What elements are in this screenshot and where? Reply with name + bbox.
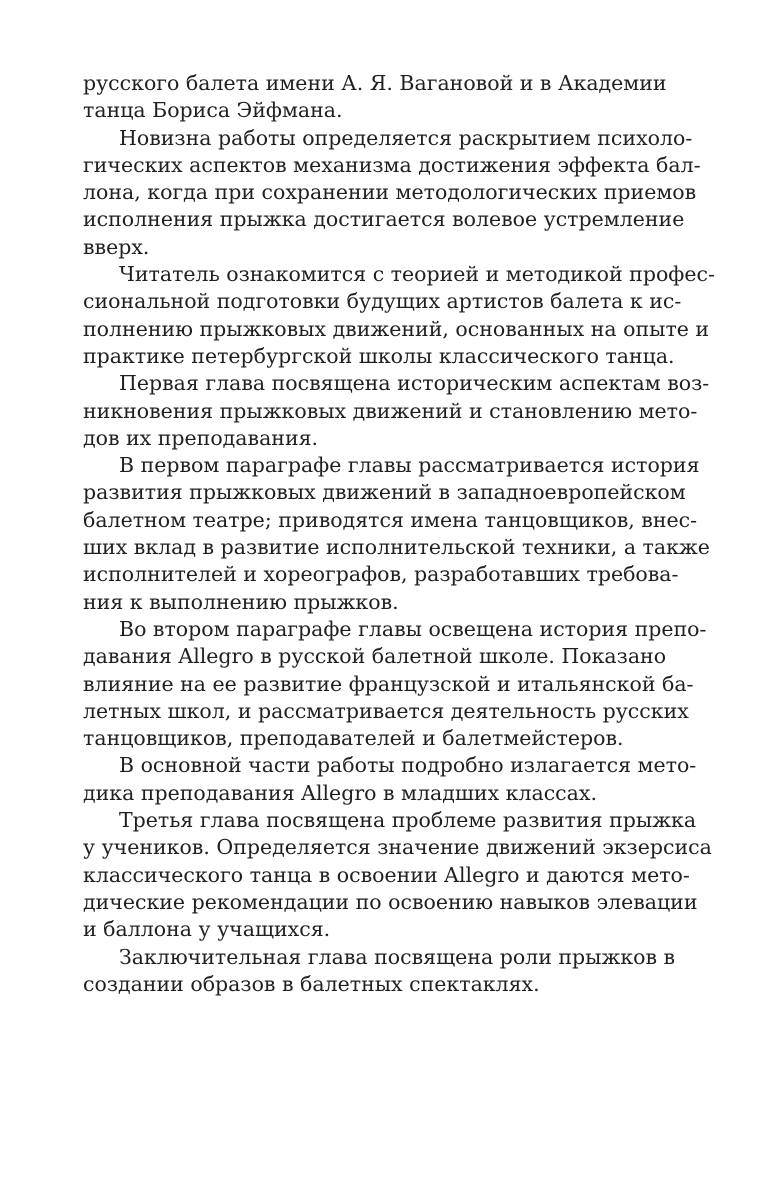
text-line: Заключительная глава посвящена роли прыжков в: [119, 944, 676, 969]
text-line: русского балета имени А. Я. Вагановой и в Академии: [83, 71, 667, 95]
text-line: Первая глава посвящена историческим аспектам воз-: [119, 371, 710, 396]
text-line: Читатель ознакомится с теорией и методикой профес-: [119, 262, 715, 287]
text-line: исполнения прыжка достигается волевое устремление: [83, 207, 685, 232]
paragraph-8: [83, 807, 712, 943]
text-line: сиональной подготовки будущих артистов балета к ис-: [83, 289, 682, 314]
text-line: летных школ, и рассматривается деятельность русских: [83, 698, 689, 723]
text-line: дические рекомендации по освоению навыков элевации: [83, 889, 698, 914]
text-line: гических аспектов механизма достижения эффекта бал-: [83, 152, 701, 177]
text-line: лона, когда при сохранении методологических приемов: [83, 180, 697, 205]
text-line: дика преподавания Allegro в младших классах.: [83, 780, 597, 805]
text-line: классического танца в освоении Allegro и даются мето-: [83, 862, 690, 887]
paragraph-7: [83, 752, 697, 807]
page-body: [83, 70, 715, 998]
text-line: давания Allegro в русской балетной школе. Показано: [83, 644, 667, 669]
text-line: Во втором параграфе главы освещена история препо-: [119, 616, 707, 641]
text-line: Новизна работы определяется раскрытием психоло-: [119, 125, 693, 150]
text-line: танца Бориса Эйфмана.: [83, 98, 343, 123]
paragraph-6: [83, 616, 707, 752]
text-line: исполнителей и хореографов, разработавших требова-: [83, 562, 679, 587]
text-line: В первом параграфе главы рассматривается история: [119, 453, 700, 478]
text-line: влияние на ее развитие французской и итальянской ба-: [83, 671, 694, 696]
text-line: Третья глава посвящена проблеме развития прыжка: [119, 808, 697, 833]
paragraph-9: [83, 944, 676, 999]
paragraph-2: [83, 125, 701, 261]
text-line: вверх.: [83, 234, 150, 259]
paragraph-5: [83, 452, 710, 616]
text-line: танцовщиков, преподавателей и балетмейстеров.: [83, 726, 624, 751]
paragraph-4: [83, 370, 710, 452]
text-line: полнению прыжковых движений, основанных на опыте и: [83, 316, 710, 341]
text-line: у учеников. Определяется значение движений экзерсиса: [83, 835, 712, 860]
text-line: и баллона у учащихся.: [83, 917, 331, 942]
text-line: ния к выполнению прыжков.: [83, 589, 399, 614]
text-line: практике петербургской школы классического танца.: [83, 343, 675, 368]
text-line: дов их преподавания.: [83, 425, 319, 450]
text-line: никновения прыжковых движений и становлению мето-: [83, 398, 698, 423]
text-line: балетном театре; приводятся имена танцовщиков, внес-: [83, 507, 698, 532]
text-line: ших вклад в развитие исполнительской техники, а также: [83, 535, 710, 560]
text-line: В основной части работы подробно излагается мето-: [119, 753, 697, 778]
paragraph-3: [83, 261, 715, 370]
text-line: создании образов в балетных спектаклях.: [83, 971, 540, 996]
text-line: развития прыжковых движений в западноевропейском: [83, 480, 686, 505]
paragraph-1: [83, 70, 667, 125]
